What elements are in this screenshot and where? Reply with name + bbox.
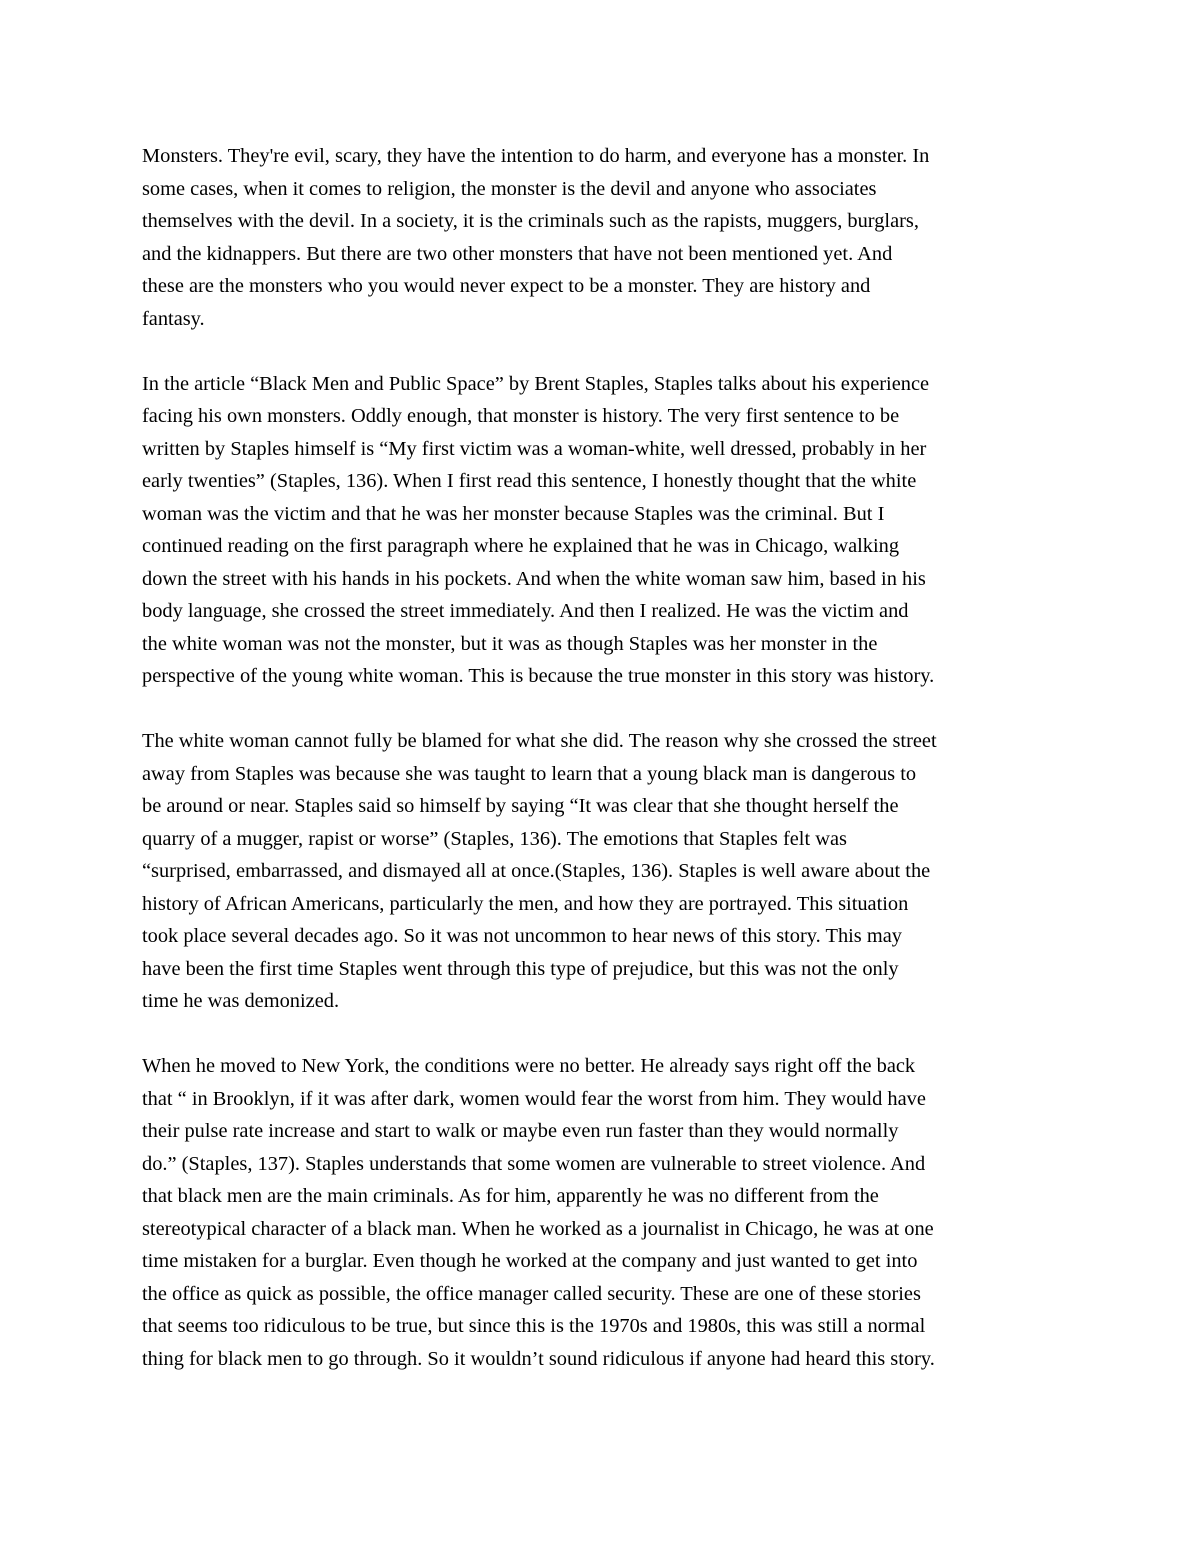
text-line: have been the first time Staples went through this type of prejudice, but this was not the only	[142, 957, 899, 980]
text-line: the white woman was not the monster, but it was as though Staples was her monster in the	[142, 632, 878, 655]
text-line: facing his own monsters. Oddly enough, that monster is history. The very first sentence to be	[142, 405, 900, 427]
text-line: perspective of the young white woman. This is because the true monster in this story was history.	[142, 665, 935, 687]
text-line: body language, she crossed the street immediately. And then I realized. He was the victim and	[142, 600, 909, 622]
paragraph-2	[142, 368, 1072, 693]
text-line: In the article “Black Men and Public Space” by Brent Staples, Staples talks about his experience	[142, 372, 930, 395]
text-line: “surprised, embarrassed, and dismayed all at once.(Staples, 136). Staples is well aware about the	[142, 860, 931, 882]
text-line: fantasy.	[142, 307, 205, 330]
text-line: time he was demonized.	[142, 990, 340, 1012]
text-line: early twenties” (Staples, 136). When I first read this sentence, I honestly thought that the white	[142, 470, 917, 492]
text-line: and the kidnappers. But there are two other monsters that have not been mentioned yet. And	[142, 242, 893, 265]
paragraph-4	[142, 1050, 1072, 1375]
text-line: history of African Americans, particularly the men, and how they are portrayed. This situation	[142, 892, 909, 915]
text-line: took place several decades ago. So it was not uncommon to hear news of this story. This may	[142, 925, 902, 947]
paragraph-3	[142, 725, 1072, 1018]
text-line: away from Staples was because she was taught to learn that a young black man is dangerous to	[142, 762, 917, 785]
text-line: quarry of a mugger, rapist or worse” (Staples, 136). The emotions that Staples felt was	[142, 827, 847, 850]
text-line: the office as quick as possible, the office manager called security. These are one of these stories	[142, 1282, 921, 1305]
text-line: that “ in Brooklyn, if it was after dark, women would fear the worst from him. They would have	[142, 1087, 926, 1110]
text-line: When he moved to New York, the conditions were no better. He already says right off the back	[142, 1055, 916, 1077]
text-line: down the street with his hands in his pockets. And when the white woman saw him, based in his	[142, 567, 926, 590]
text-line: written by Staples himself is “My first victim was a woman-white, well dressed, probably in her	[142, 437, 927, 460]
text-line: that black men are the main criminals. As for him, apparently he was no different from the	[142, 1185, 879, 1207]
text-line: their pulse rate increase and start to walk or maybe even run faster than they would normally	[142, 1120, 899, 1142]
text-line: themselves with the devil. In a society, it is the criminals such as the rapists, muggers, burglars,	[142, 210, 919, 232]
text-line: do.” (Staples, 137). Staples understands that some women are vulnerable to street violence. And	[142, 1152, 926, 1175]
text-line: thing for black men to go through. So it wouldn’t sound ridiculous if anyone had heard this story.	[142, 1347, 935, 1370]
text-line: that seems too ridiculous to be true, but since this is the 1970s and 1980s, this was still a normal	[142, 1315, 926, 1337]
document-body	[142, 140, 1072, 1408]
text-line: continued reading on the first paragraph where he explained that he was in Chicago, walking	[142, 535, 900, 557]
text-line: be around or near. Staples said so himself by saying “It was clear that she thought herself the	[142, 795, 899, 817]
text-line: stereotypical character of a black man. When he worked as a journalist in Chicago, he was at one	[142, 1217, 934, 1240]
text-line: The white woman cannot fully be blamed for what she did. The reason why she crossed the street	[142, 730, 937, 752]
text-line: Monsters. They're evil, scary, they have the intention to do harm, and everyone has a monster. In	[142, 145, 930, 167]
text-line: these are the monsters who you would never expect to be a monster. They are history and	[142, 275, 871, 297]
text-line: some cases, when it comes to religion, the monster is the devil and anyone who associates	[142, 177, 877, 200]
text-line: time mistaken for a burglar. Even though he worked at the company and just wanted to get into	[142, 1250, 918, 1272]
paragraph-1	[142, 140, 1072, 335]
text-line: woman was the victim and that he was her monster because Staples was the criminal. But I	[142, 502, 885, 525]
